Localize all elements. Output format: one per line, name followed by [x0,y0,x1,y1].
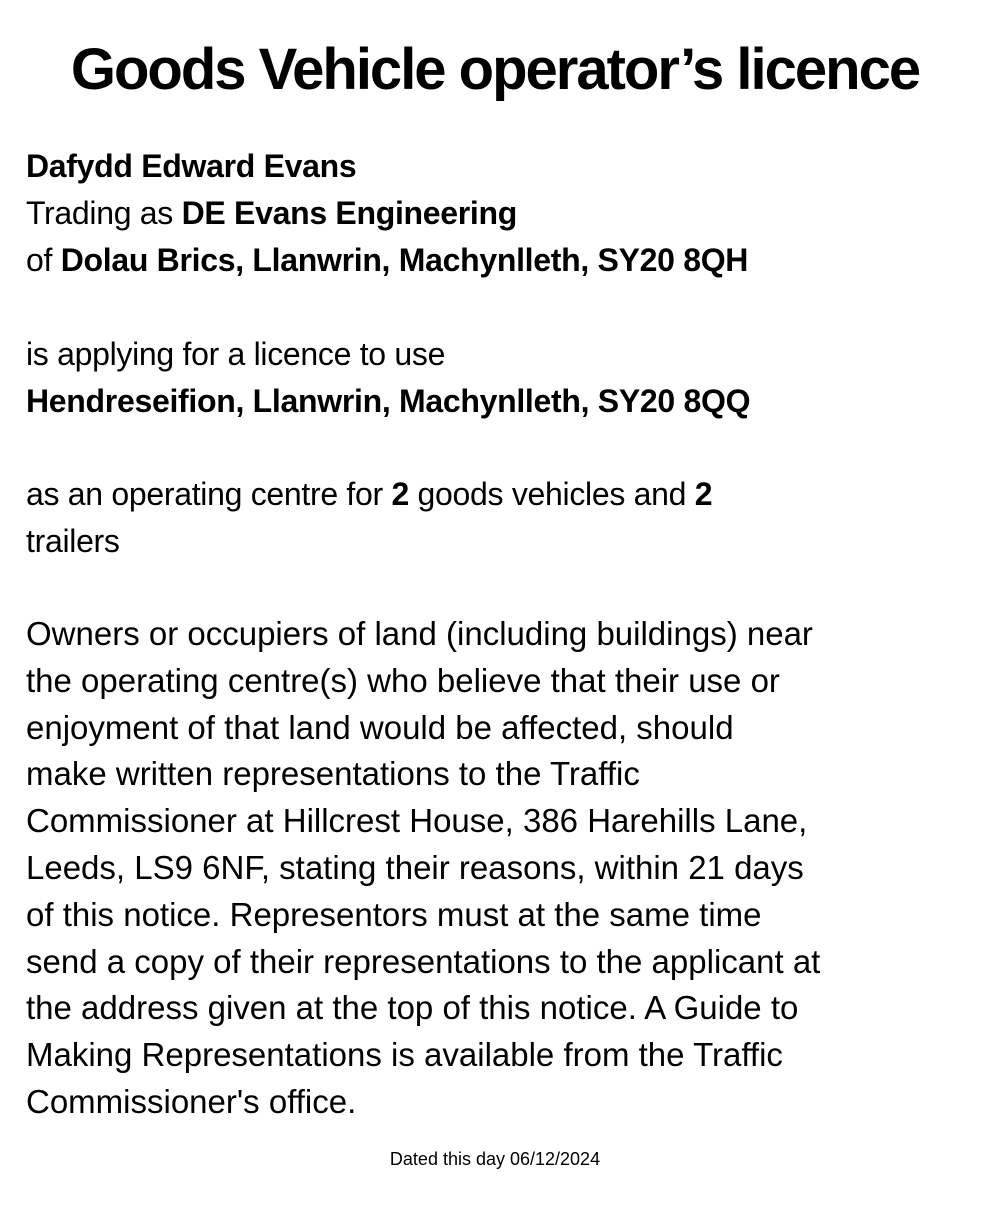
notice-line: Making Representations is available from the Traffic [26,1036,783,1074]
application-intro: is applying for a licence to use [26,336,446,372]
notice-line: the address given at the top of this notice. A Guide to [26,989,799,1027]
trading-name: DE Evans Engineering [181,195,518,231]
notice-line: Leeds, LS9 6NF, stating their reasons, within 21 days [26,848,804,886]
notice-line: enjoyment of that land would be affected, should [26,708,734,746]
vehicle-authorisation [26,471,976,565]
operating-centre-address [26,378,976,425]
trading-as-line [26,190,976,237]
vehicle-count: 2 [391,476,409,512]
applicant-address-line [26,237,976,284]
trading-as-prefix: Trading as [26,195,182,231]
notice-line: send a copy of their representations to the applicant at [26,942,821,980]
applicant-details [26,143,976,284]
centre-prefix: as an operating centre for [26,476,392,512]
vehicle-authorisation-line [26,471,976,518]
applicant-name: Dafydd Edward Evans [26,148,357,184]
notice-line: make written representations to the Traffic [26,755,640,793]
address-prefix: of [26,242,61,278]
notice-title: Goods Vehicle operator’s licence [70,37,920,102]
dated-line: Dated this day 06/12/2024 [389,1149,601,1169]
applicant-name-line [26,143,976,190]
trailers-word: trailers [26,523,120,559]
notice-line: Commissioner at Hillcrest House, 386 Harehills Lane, [26,802,808,840]
application-details [26,331,976,425]
notice-line: of this notice. Representors must at the same time [26,895,762,933]
operating-centre-address-text: Hendreseifion, Llanwrin, Machynlleth, SY20 8QQ [26,383,751,419]
representations-notice [26,611,976,1126]
notice-line: Owners or occupiers of land (including buildings) near [26,615,813,652]
notice-line: Commissioner's office. [26,1082,357,1120]
trailer-count: 2 [694,476,713,512]
notice-line: the operating centre(s) who believe that their use or [26,661,780,699]
applicant-address: Dolau Brics, Llanwrin, Machynlleth, SY20 8QH [60,242,749,278]
centre-middle: goods vehicles and [408,476,695,512]
